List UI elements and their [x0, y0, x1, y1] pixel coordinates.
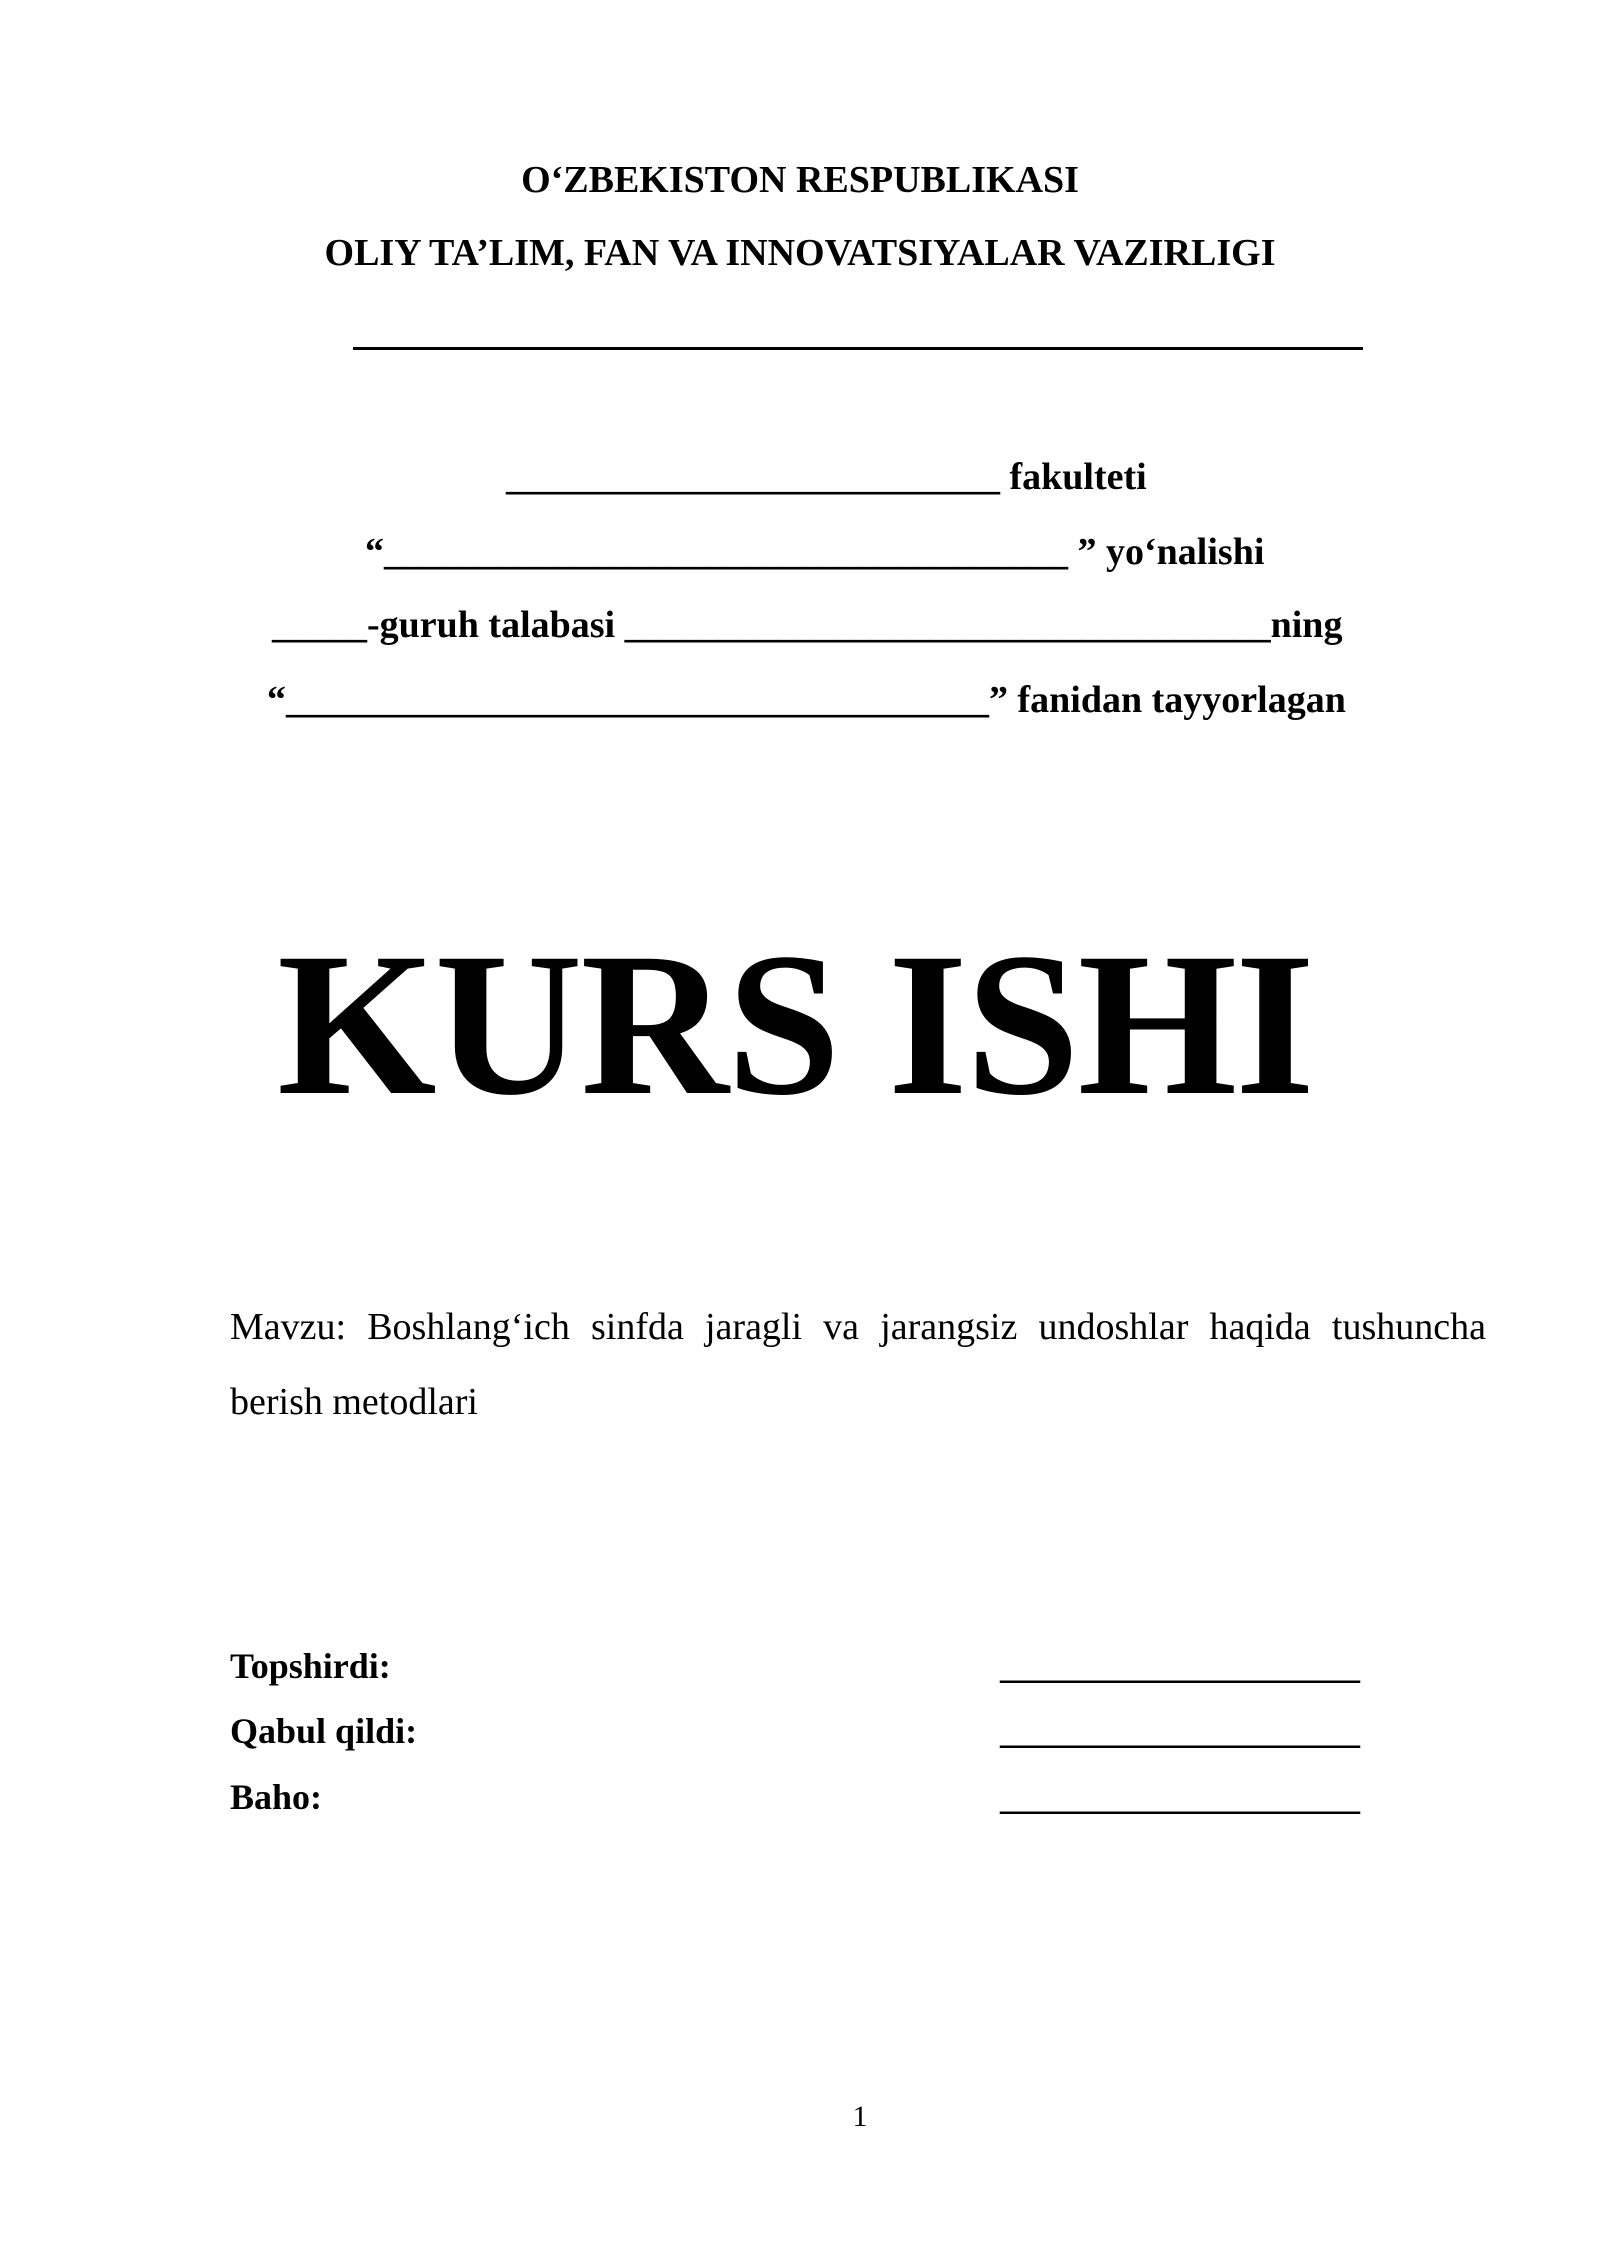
faculty-field: __________________________ fakulteti: [506, 456, 1147, 498]
grade-blank: ____________________: [1000, 1777, 1360, 1817]
accepted-by-blank: ____________________: [1000, 1711, 1360, 1751]
subject-field: “_____________________________________” fanidan tayyorlagan: [267, 679, 1346, 721]
direction-field: “____________________________________ ” yo‘nalishi: [365, 531, 1265, 573]
ministry-header-line1: O‘ZBEKISTON RESPUBLIKASI: [521, 159, 1079, 201]
document-title: KURS ISHI: [277, 911, 1313, 1138]
submitted-by-label: Topshirdi:: [230, 1646, 391, 1686]
accepted-by-label: Qabul qildi:: [230, 1711, 418, 1751]
topic-paragraph: Mavzu: Boshlang‘ich sinfda jaragli va jarangsiz undoshlar haqida tushuncha berish metodlari: [230, 1306, 1486, 1423]
grade-label: Baho:: [230, 1777, 323, 1817]
ministry-header-line2: OLIY TA’LIM, FAN VA INNOVATSIYALAR VAZIRLIGI: [324, 232, 1276, 274]
submitted-by-blank: ____________________: [1000, 1646, 1360, 1686]
group-student-field: _____-guruh talabasi __________________________________ning: [272, 604, 1343, 646]
page-number: 1: [852, 2100, 868, 2133]
header-divider: [353, 347, 1363, 350]
